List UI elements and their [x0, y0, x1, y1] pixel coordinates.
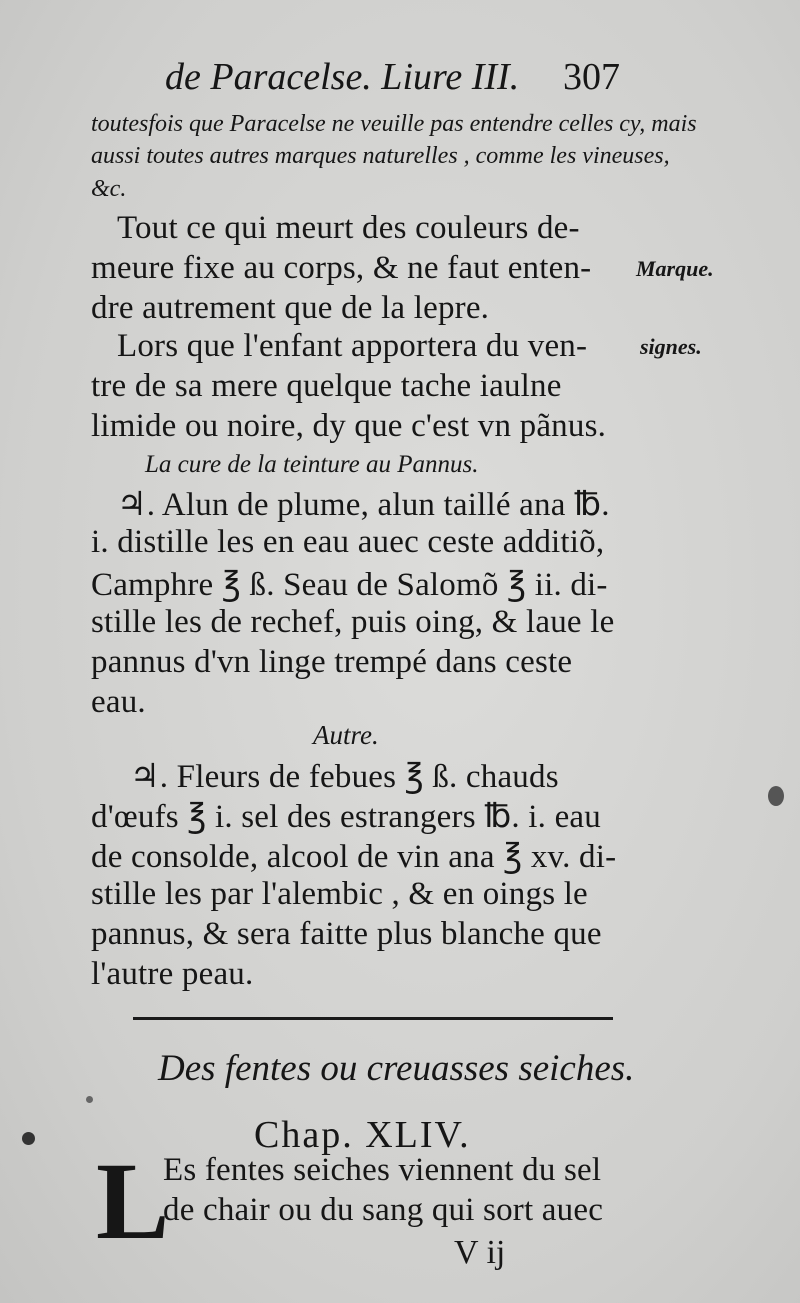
- paragraph-line: tre de sa mere quelque tache iaulne: [91, 368, 562, 404]
- note-line: toutesfois que Paracelse ne veuille pas entendre celles cy, mais: [91, 111, 697, 137]
- running-title: de Paracelse. Liure III.: [165, 56, 520, 98]
- recipe-line: Camphre ℥ ß. Seau de Salomõ ℥ ii. di-: [91, 567, 608, 603]
- recipe-line: ♃. Fleurs de febues ℥ ß. chauds: [130, 759, 559, 795]
- section-title: Des fentes ou creuasses seiches.: [158, 1048, 635, 1089]
- recipe-line: i. distille les en eau auec ceste additiõ,: [91, 524, 605, 560]
- subheading: La cure de la teinture au Pannus.: [145, 451, 479, 478]
- signature-mark: V ij: [454, 1234, 506, 1271]
- recipe-line: eau.: [91, 684, 146, 720]
- paragraph-line: limide ou noire, dy que c'est vn pãnus.: [91, 408, 607, 444]
- ink-blot: [768, 786, 784, 806]
- ink-blot: [22, 1132, 35, 1145]
- recipe-line: de consolde, alcool de vin ana ℥ xv. di-: [91, 839, 617, 875]
- recipe-line: stille les par l'alembic , & en oings le: [91, 876, 588, 912]
- paragraph-line: Es fentes seiches viennent du sel: [163, 1152, 602, 1188]
- running-header: [165, 55, 620, 99]
- paragraph-line: Lors que l'enfant apportera du ven-: [117, 328, 588, 364]
- recipe-line: l'autre peau.: [91, 956, 254, 992]
- drop-cap: L: [96, 1140, 170, 1262]
- margin-note-signes: signes.: [640, 334, 702, 359]
- recipe-line: stille les de rechef, puis oing, & laue le: [91, 604, 615, 640]
- paragraph-line: dre autrement que de la lepre.: [91, 290, 490, 326]
- ink-blot: [86, 1096, 93, 1103]
- page-number: 307: [563, 56, 620, 98]
- recipe-line: pannus, & sera faitte plus blanche que: [91, 916, 602, 952]
- margin-note-marque: Marque.: [636, 256, 714, 281]
- recipe-line: d'œufs ℥ i. sel des estrangers ℔. i. eau: [91, 799, 601, 835]
- paragraph-line: de chair ou du sang qui sort auec: [163, 1192, 604, 1228]
- recipe-line: pannus d'vn linge trempé dans ceste: [91, 644, 573, 680]
- recipe-line: ♃. Alun de plume, alun taillé ana ℔.: [117, 487, 610, 523]
- paragraph-line: Tout ce qui meurt des couleurs de-: [117, 210, 580, 246]
- note-line: &c.: [91, 176, 127, 202]
- section-divider: [133, 1017, 613, 1020]
- subheading: Autre.: [313, 720, 379, 750]
- paragraph-line: meure fixe au corps, & ne faut enten-: [91, 250, 592, 286]
- note-line: aussi toutes autres marques naturelles , comme les vineuses,: [91, 143, 670, 169]
- chapter-heading: Chap. XLIV.: [254, 1114, 471, 1156]
